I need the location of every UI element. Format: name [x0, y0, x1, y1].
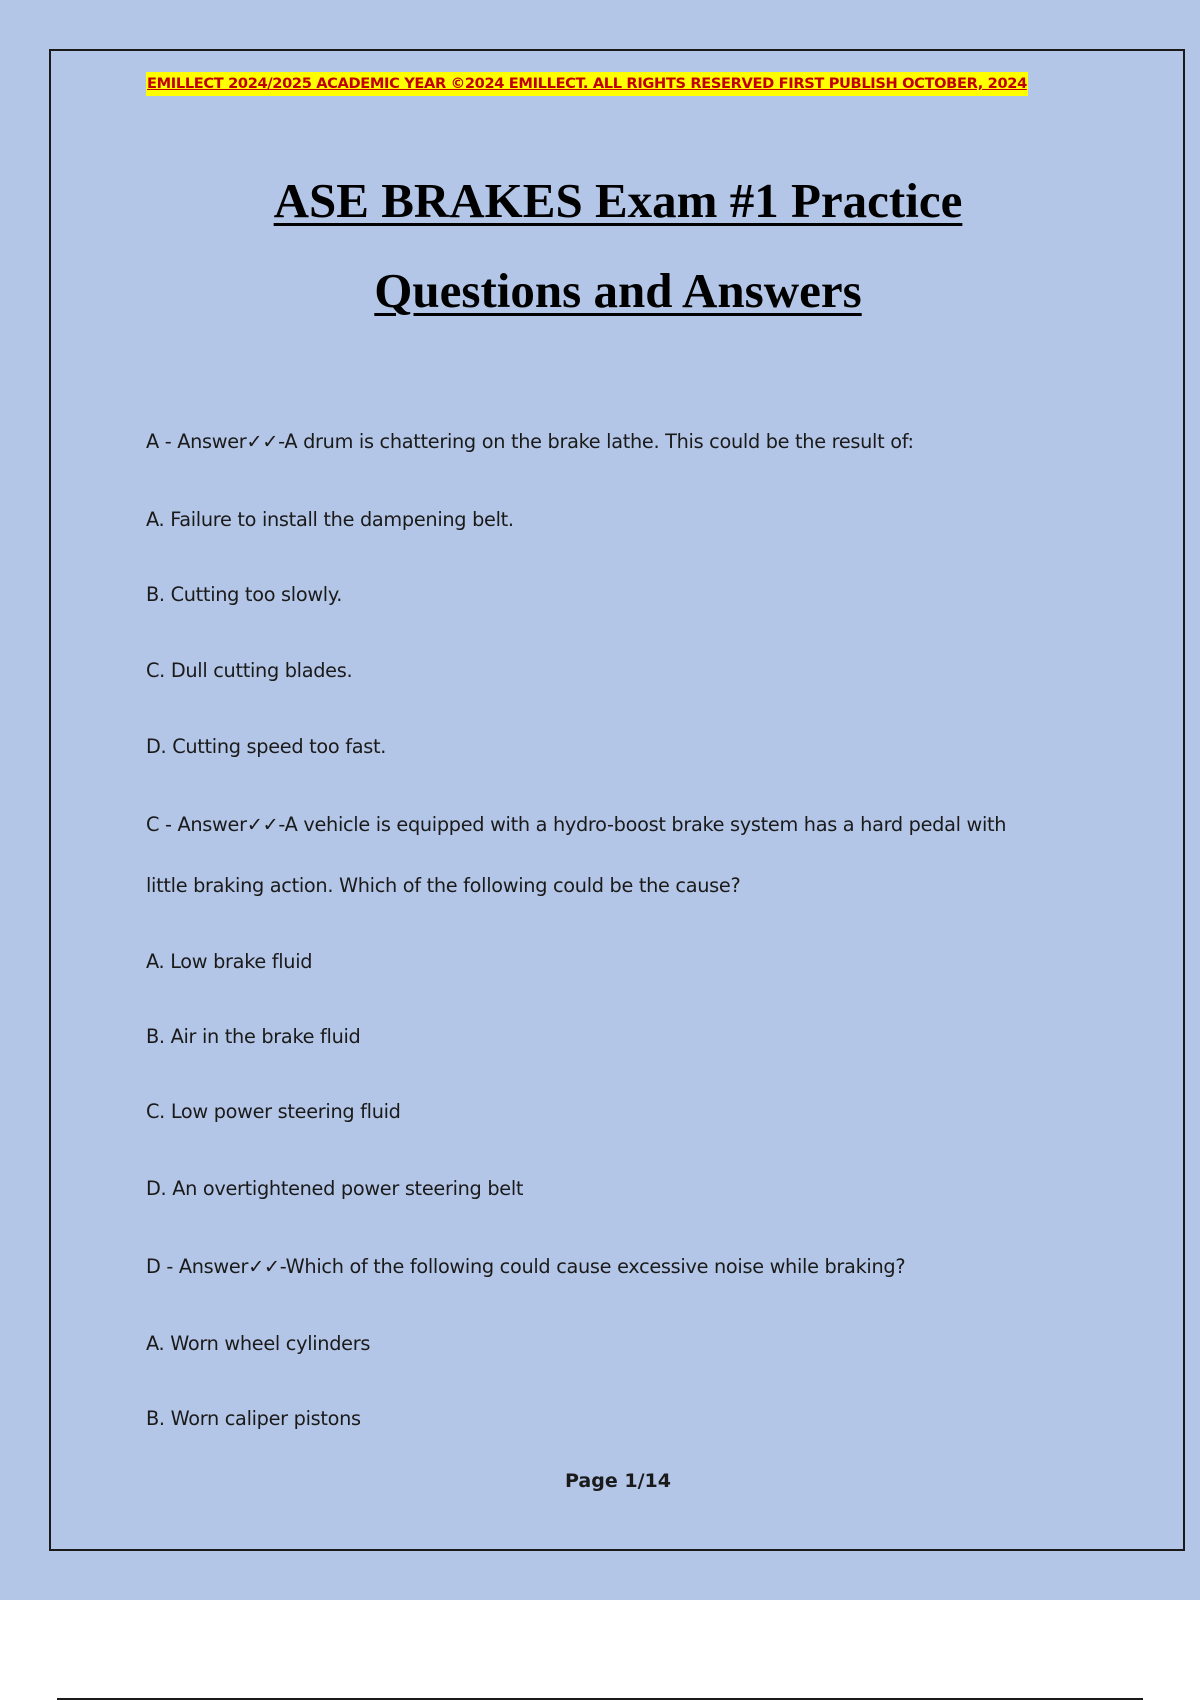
- question-2-option-d: D. An overtightened power steering belt: [146, 1177, 524, 1200]
- question-3-option-b: B. Worn caliper pistons: [146, 1407, 361, 1430]
- question-3-option-a: A. Worn wheel cylinders: [146, 1332, 371, 1355]
- question-1-option-c: C. Dull cutting blades.: [146, 659, 353, 682]
- question-2-option-c: C. Low power steering fluid: [146, 1100, 401, 1123]
- question-2-answer-prompt-line-1: C - Answer✓✓-A vehicle is equipped with a hydro-boost brake system has a hard pedal with: [146, 813, 1007, 836]
- question-1-option-b: B. Cutting too slowly.: [146, 583, 343, 606]
- question-1-option-d: D. Cutting speed too fast.: [146, 735, 387, 758]
- question-2-option-b: B. Air in the brake fluid: [146, 1025, 361, 1048]
- copyright-banner: EMILLECT 2024/2025 ACADEMIC YEAR ©2024 EMILLECT. ALL RIGHTS RESERVED FIRST PUBLISH OCTOBER, 2024: [146, 72, 1028, 96]
- question-1-answer-prompt: A - Answer✓✓-A drum is chattering on the brake lathe. This could be the result of:: [146, 430, 914, 453]
- question-2-answer-prompt-line-2: little braking action. Which of the following could be the cause?: [146, 874, 741, 897]
- question-1-option-a: A. Failure to install the dampening belt.: [146, 508, 514, 531]
- document-title-line-2: Questions and Answers: [374, 263, 862, 318]
- question-2-option-a: A. Low brake fluid: [146, 950, 313, 973]
- question-3-answer-prompt: D - Answer✓✓-Which of the following could cause excessive noise while braking?: [146, 1255, 906, 1278]
- page-number: Page 1/14: [565, 1470, 671, 1492]
- document-title-line-1: ASE BRAKES Exam #1 Practice: [273, 173, 963, 228]
